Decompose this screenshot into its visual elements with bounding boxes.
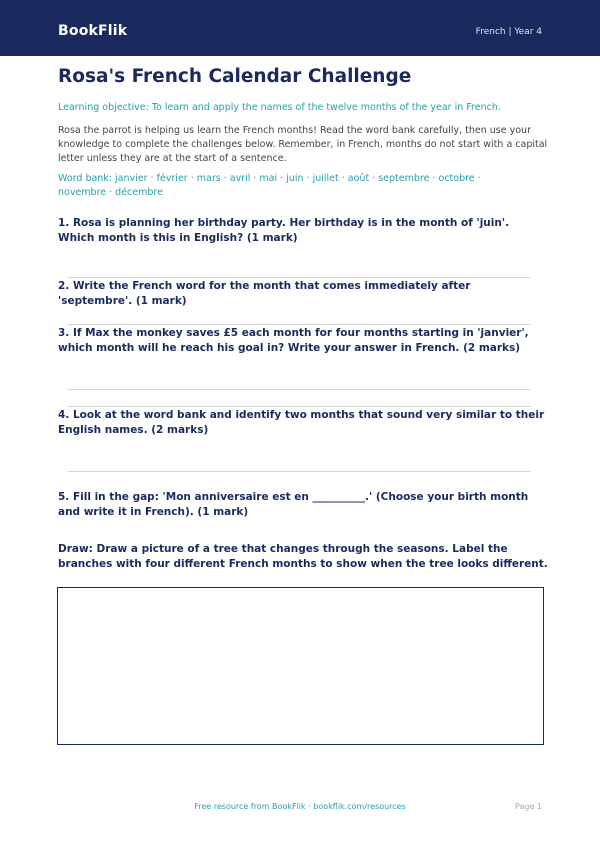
question-4: 4. Look at the word bank and identify two months that sound very similar to their English names. (2 marks) — [58, 409, 545, 436]
question-5: 5. Fill in the gap: 'Mon anniversaire est en __________.' (Choose your birth month and write it in French). (1 mark) — [58, 491, 529, 518]
answer-line-1[interactable] — [68, 277, 531, 278]
page-number: Page 1 — [515, 802, 542, 811]
answer-line-2[interactable] — [68, 324, 531, 325]
answer-line-3b[interactable] — [68, 406, 531, 407]
question-1: 1. Rosa is planning her birthday party. Her birthday is in the month of 'juin'. Which month is this in English? (1 mark) — [58, 217, 510, 244]
answer-line-3a[interactable] — [68, 389, 531, 390]
word-bank: Word bank: janvier · février · mars · avril · mai · juin · juillet · août · septembre · octobre · novembre · décembre — [58, 173, 481, 198]
drawing-box[interactable] — [57, 587, 544, 745]
learning-objective: Learning objective: To learn and apply the names of the twelve months of the year in French. — [58, 102, 501, 113]
subject-year-label: French | Year 4 — [475, 27, 542, 37]
intro-paragraph: Rosa the parrot is helping us learn the French months! Read the word bank carefully, then use your knowledge to complete the challenges below. Remember, in French, months do not start with a capital letter unless they are at the start of a sentence. — [58, 125, 548, 164]
header-bar — [0, 0, 600, 56]
answer-line-4[interactable] — [68, 471, 531, 472]
question-3: 3. If Max the monkey saves £5 each month for four months starting in 'janvier', which month will he reach his goal in? Write your answer in French. (2 marks) — [58, 327, 529, 354]
question-2: 2. Write the French word for the month that comes immediately after 'septembre'. (1 mark) — [58, 280, 471, 307]
draw-prompt: Draw: Draw a picture of a tree that changes through the seasons. Label the branches with four different French months to show when the tree looks different. — [58, 543, 548, 570]
worksheet-title: Rosa's French Calendar Challenge — [58, 66, 412, 87]
brand-logo-text: BookFlik — [58, 23, 128, 39]
footer-credit: Free resource from BookFlik · bookflik.com/resources — [194, 802, 406, 811]
